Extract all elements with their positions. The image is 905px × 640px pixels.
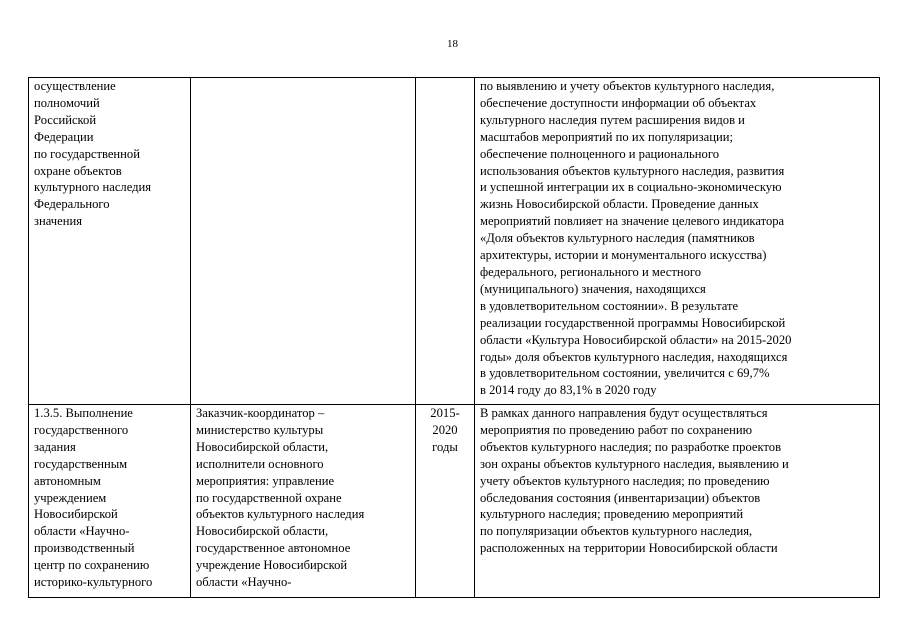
cell-text-line: расположенных на территории Новосибирской области <box>480 541 778 556</box>
cell-text-line: архитектуры, истории и монументального искусства) <box>480 248 767 263</box>
cell-text-line: Федерации <box>34 129 94 144</box>
cell-text-line: культурного наследия путем расширения видов и <box>480 112 745 127</box>
activity-name-cell <box>29 405 191 598</box>
cell-text-line: объектов культурного наследия; по разработке проектов <box>480 439 782 454</box>
cell-text-line: осуществление <box>34 79 116 93</box>
cell-text-line: Заказчик-координатор – <box>196 406 325 420</box>
period-cell <box>416 405 475 598</box>
cell-text-line: учреждением <box>34 490 107 505</box>
cell-text-line: государственного <box>34 422 129 437</box>
cell-text-line: по выявлению и учету объектов культурного наследия, <box>480 79 775 93</box>
cell-text-line: В рамках данного направления будут осуществляться <box>480 406 768 420</box>
cell-text-line: в удовлетворительном состоянии». В результате <box>480 298 739 313</box>
cell-text-line: Российской <box>34 112 97 127</box>
cell-text-line: учреждение Новосибирской <box>196 558 348 573</box>
cell-text-line: зон охраны объектов культурного наследия, выявлению и <box>480 456 789 471</box>
cell-text-line: области «Научно- <box>34 524 130 539</box>
program-activities-table <box>28 77 880 598</box>
cell-text-line: государственным <box>34 456 128 471</box>
cell-text-line: жизнь Новосибирской области. Проведение данных <box>480 197 759 212</box>
page-number: 18 <box>447 38 458 50</box>
cell-text-line: мероприятия: управление <box>196 473 335 488</box>
cell-text-line: государственное автономное <box>196 541 351 556</box>
cell-text-line: в удовлетворительном состоянии, увеличится с 69,7% <box>480 366 770 381</box>
table-row <box>29 405 880 598</box>
cell-text-line: производственный <box>34 541 135 556</box>
cell-text-line: Федерального <box>34 197 110 212</box>
cell-text-line: по государственной <box>34 146 140 161</box>
cell-text-line: задания <box>34 439 76 454</box>
cell-text-line: мероприятия по проведению работ по сохранению <box>480 422 752 437</box>
cell-text-line: Новосибирской области, <box>196 439 329 454</box>
cell-text-line: обеспечение полноценного и рационального <box>480 146 719 161</box>
cell-text-line: 2020 <box>432 422 458 437</box>
executor-cell <box>191 78 416 405</box>
cell-text-line: обследования состояния (инвентаризации) объектов <box>480 490 761 505</box>
cell-text-line: области «Научно- <box>196 575 292 590</box>
cell-text-line: обеспечение доступности информации об объектах <box>480 95 757 110</box>
cell-text-line: области «Культура Новосибирской области» на 2015-2020 <box>480 332 792 347</box>
cell-text-line: использования объектов культурного наследия, развития <box>480 163 785 178</box>
cell-text-line: учету объектов культурного наследия; по проведению <box>480 473 770 488</box>
description-cell <box>475 405 880 598</box>
cell-text-line: 2015- <box>430 406 460 420</box>
cell-text-line: охране объектов <box>34 163 122 178</box>
cell-text-line: масштабов мероприятий по их популяризации; <box>480 129 733 144</box>
cell-text-line: министерство культуры <box>196 422 324 437</box>
cell-text-line: полномочий <box>34 95 100 110</box>
cell-text-line: значения <box>34 214 82 229</box>
cell-text-line: историко-культурного <box>34 575 153 590</box>
cell-text-line: (муниципального) значения, находящихся <box>480 281 706 296</box>
cell-text-line: центр по сохранению <box>34 558 150 573</box>
cell-text-line: Новосибирской <box>34 507 118 522</box>
cell-text-line: культурного наследия; проведению мероприятий <box>480 507 744 522</box>
cell-text-line: и успешной интеграции их в социально-экономическую <box>480 180 782 195</box>
cell-text-line: годы» доля объектов культурного наследия, находящихся <box>480 349 788 364</box>
description-cell <box>475 78 880 405</box>
period-cell <box>416 78 475 405</box>
cell-text-line: культурного наследия <box>34 180 152 195</box>
cell-text-line: реализации государственной программы Новосибирской <box>480 315 786 330</box>
cell-text-line: «Доля объектов культурного наследия (памятников <box>480 231 755 246</box>
cell-text-line: объектов культурного наследия <box>196 507 365 522</box>
executor-cell <box>191 405 416 598</box>
cell-text-line: исполнители основного <box>196 456 324 471</box>
cell-text-line: годы <box>432 439 458 454</box>
cell-text-line: Новосибирской области, <box>196 524 329 539</box>
activity-name-cell <box>29 78 191 405</box>
cell-text-line: по популяризации объектов культурного наследия, <box>480 524 753 539</box>
cell-text-line: по государственной охране <box>196 490 342 505</box>
cell-text-line: автономным <box>34 473 101 488</box>
cell-text-line: в 2014 году до 83,1% в 2020 году <box>480 383 657 398</box>
cell-text-line: мероприятий повлияет на значение целевого индикатора <box>480 214 785 229</box>
table-row <box>29 78 880 405</box>
cell-text-line: 1.3.5. Выполнение <box>34 406 133 420</box>
cell-text-line: федерального, регионального и местного <box>480 264 702 279</box>
